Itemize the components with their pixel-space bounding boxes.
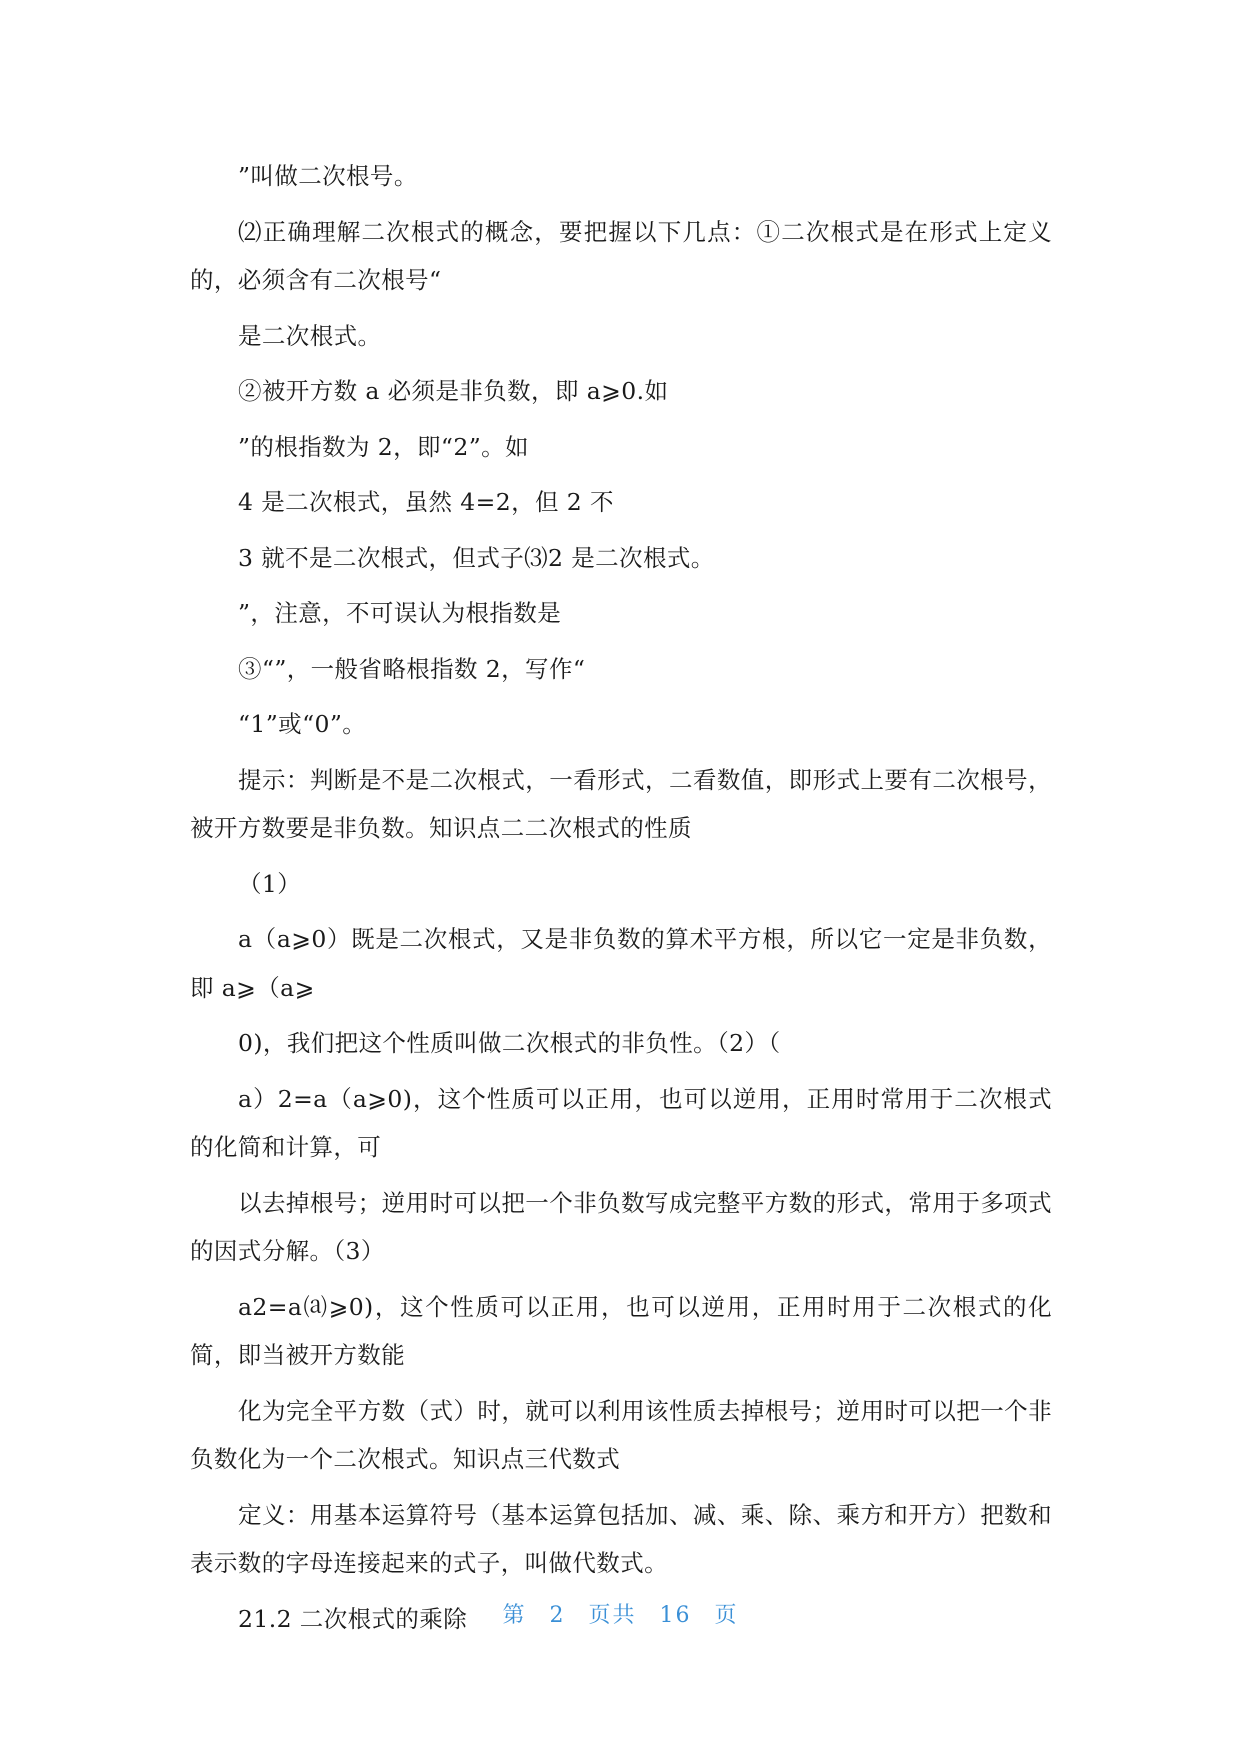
footer-page-number: 2	[549, 1603, 566, 1628]
footer-suffix: 页	[714, 1603, 739, 1628]
paragraph: 提示：判断是不是二次根式，一看形式，二看数值，即形式上要有二次根号，被开方数要是非负数。知识点二二次根式的性质	[190, 765, 1052, 842]
paragraph: ”叫做二次根号。	[238, 162, 418, 190]
page-footer	[0, 1598, 1241, 1629]
paragraph: 定义：用基本运算符号（基本运算包括加、减、乘、除、乘方和开方）把数和表示数的字母连接起来的式子，叫做代数式。	[190, 1500, 1052, 1577]
document-body	[190, 152, 1052, 1650]
paragraph: ⑵正确理解二次根式的概念，要把握以下几点：①二次根式是在形式上定义的，必须含有二次根号“	[190, 217, 1052, 294]
paragraph: a）2=a（a⩾0)，这个性质可以正用，也可以逆用，正用时常用于二次根式的化简和计算，可	[190, 1084, 1052, 1161]
paragraph: a（a⩾0）既是二次根式，又是非负数的算术平方根，所以它一定是非负数，即 a⩾（a⩾	[190, 925, 1052, 1002]
paragraph: ”的根指数为 2，即“2”。如	[238, 432, 529, 461]
footer-middle: 页共	[588, 1603, 637, 1628]
paragraph: （1）	[238, 869, 302, 898]
paragraph: “1”或“0”。	[238, 710, 367, 738]
footer-total-pages: 16	[659, 1603, 692, 1628]
section-heading: 21.2 二次根式的乘除	[238, 1604, 468, 1633]
footer-prefix: 第	[502, 1603, 527, 1628]
paragraph: 以去掉根号；逆用时可以把一个非负数写成完整平方数的形式，常用于多项式的因式分解。（3）	[190, 1188, 1052, 1265]
paragraph: 4 是二次根式，虽然 4=2，但 2 不	[238, 488, 614, 516]
paragraph: ③“”，一般省略根指数 2，写作“	[238, 654, 586, 683]
paragraph: a2=a⒜⩾0)，这个性质可以正用，也可以逆用，正用时用于二次根式的化简，即当被开方数能	[190, 1292, 1052, 1369]
paragraph: 0)，我们把这个性质叫做二次根式的非负性。（2）（	[238, 1029, 781, 1057]
paragraph: 3 就不是二次根式，但式子⑶2 是二次根式。	[238, 543, 715, 572]
paragraph: ”，注意，不可误认为根指数是	[238, 599, 562, 627]
paragraph: 是二次根式。	[238, 321, 382, 350]
paragraph: ②被开方数 a 必须是非负数，即 a⩾0.如	[238, 377, 669, 405]
paragraph: 化为完全平方数（式）时，就可以利用该性质去掉根号；逆用时可以把一个非负数化为一个二次根式。知识点三代数式	[190, 1396, 1052, 1473]
